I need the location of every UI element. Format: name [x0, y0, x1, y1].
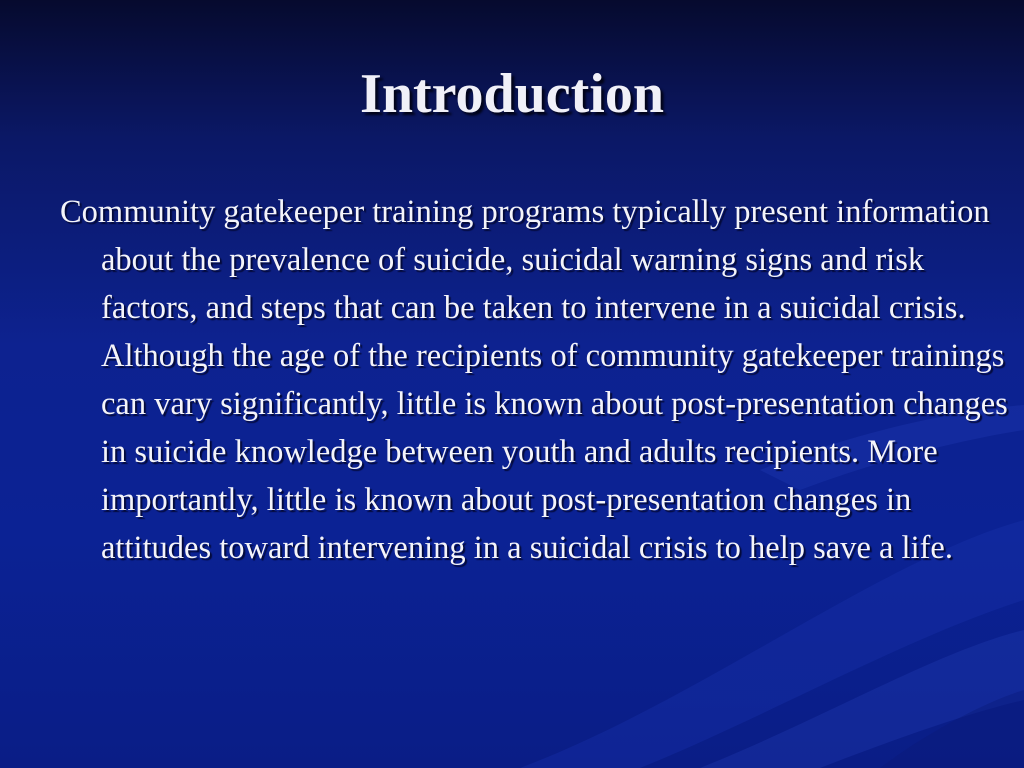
slide-title: Introduction [360, 63, 664, 125]
slide-body-text: Community gatekeeper training programs typically present information about the prevalence of suicide, suicidal warning signs and risk factors, and steps that can be taken to intervene in a suicidal crisis. Although the age of the recipients of community gatekeeper trainings can vary significantly, little is known about post-presentation changes in suicide knowledge between youth and adults recipients. More importantly, little is known about post-presentation changes in attitudes toward intervening in a suicidal crisis to help save a life. [60, 194, 1008, 566]
